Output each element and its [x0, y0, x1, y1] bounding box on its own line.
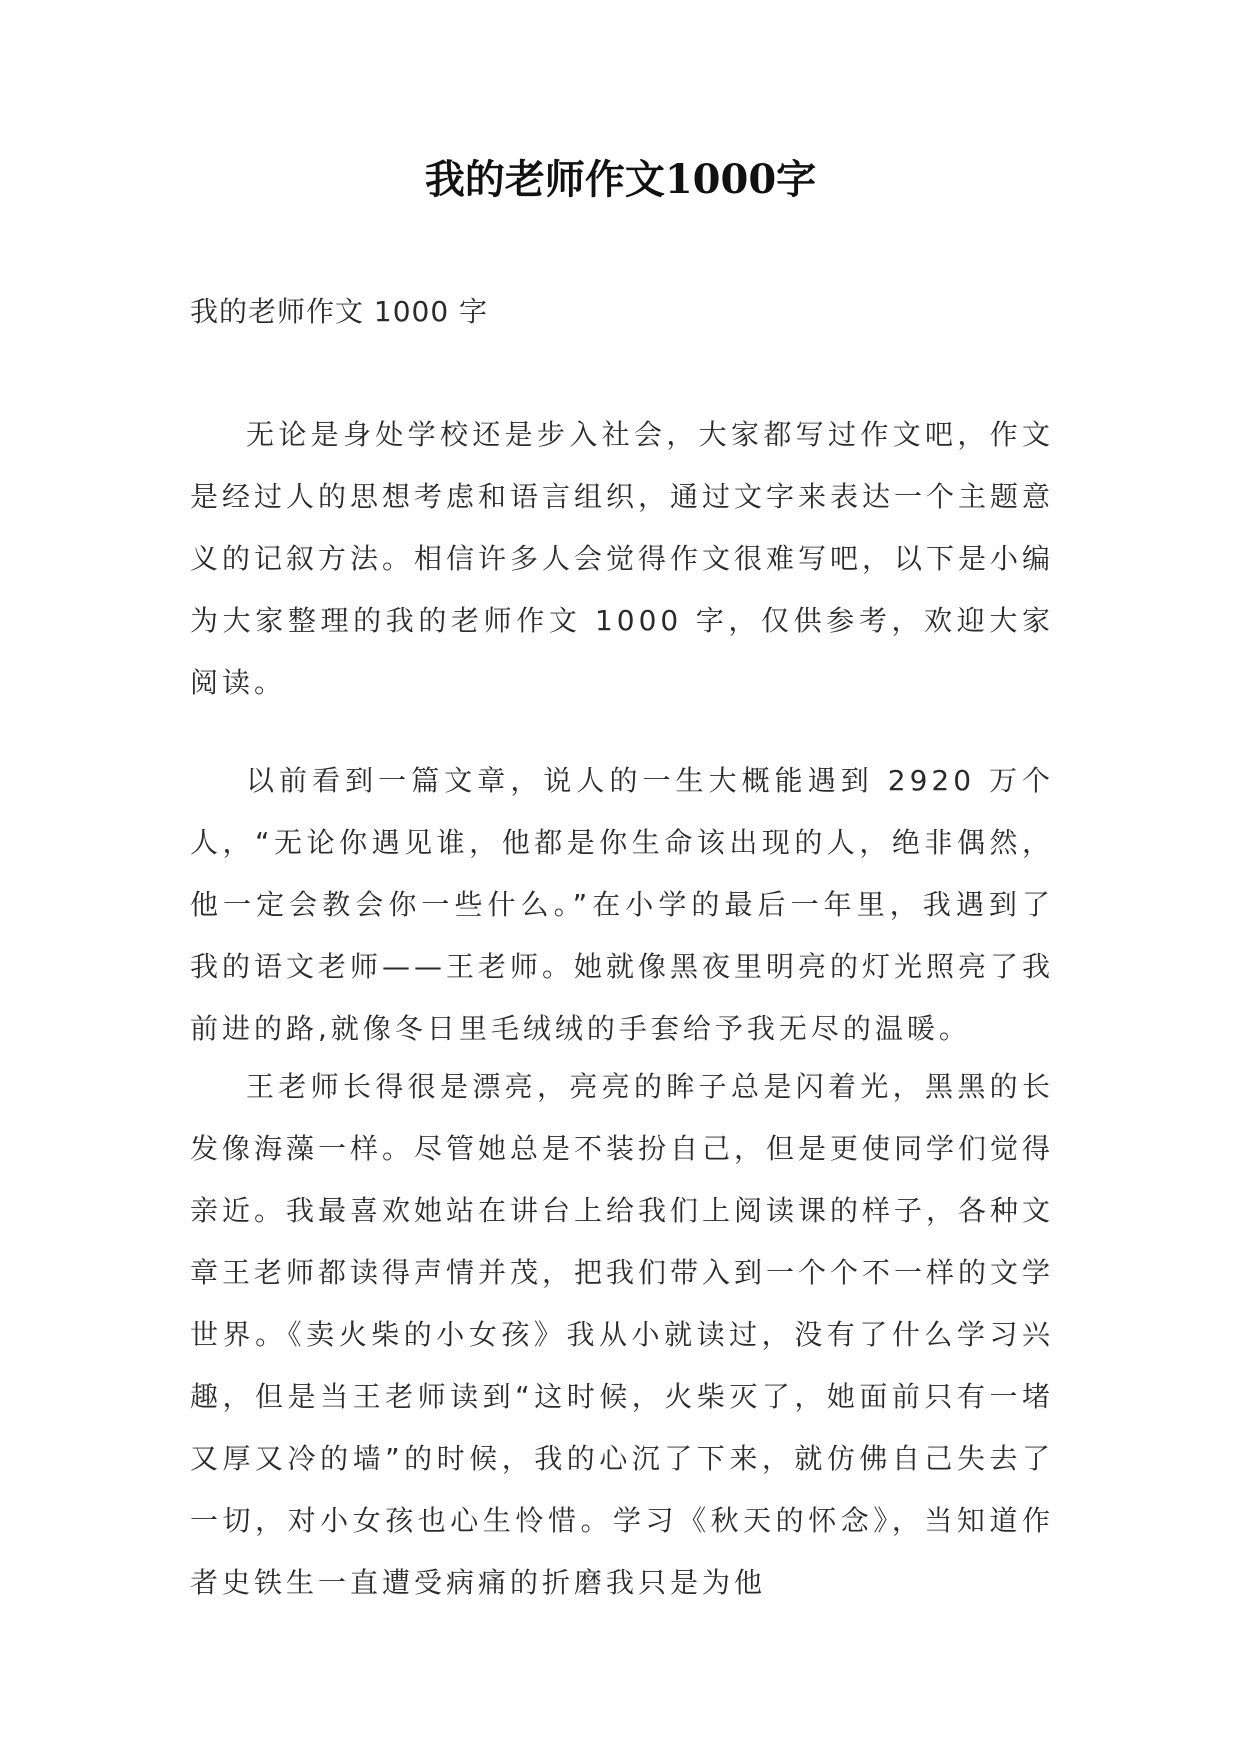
document-subtitle: 我的老师作文 1000 字 — [190, 295, 489, 328]
body-paragraph-2: 以前看到一篇文章，说人的一生大概能遇到 2920 万个人，“无论你遇见谁，他都是你生命该出现的人，绝非偶然，他一定会教会你一些什么。”在小学的最后一年里，我遇到了我的语文老师——王老师。她就像黑夜里明亮的灯光照亮了我前进的路,就像冬日里毛绒绒的手套给予我无尽的温暖。 — [190, 764, 1055, 1045]
body-paragraph-1: 无论是身处学校还是步入社会，大家都写过作文吧，作文是经过人的思想考虑和语言组织，通过文字来表达一个主题意义的记叙方法。相信许多人会觉得作文很难写吧，以下是小编为大家整理的我的老师作文 1000 字，仅供参考，欢迎大家阅读。 — [190, 418, 1055, 699]
document-title: 我的老师作文1000字 — [424, 156, 817, 203]
body-paragraph-3: 王老师长得很是漂亮，亮亮的眸子总是闪着光，黑黑的长发像海藻一样。尽管她总是不装扮自己，但是更使同学们觉得亲近。我最喜欢她站在讲台上给我们上阅读课的样子，各种文章王老师都读得声情并茂，把我们带入到一个个不一样的文学世界。《卖火柴的小女孩》我从小就读过，没有了什么学习兴趣，但是当王老师读到“这时候，火柴灭了，她面前只有一堵又厚又冷的墙”的时候，我的心沉了下来，就仿佛自己失去了一切，对小女孩也心生怜惜。学习《秋天的怀念》，当知道作者史铁生一直遭受病痛的折磨我只是为他 — [190, 1070, 1055, 1599]
